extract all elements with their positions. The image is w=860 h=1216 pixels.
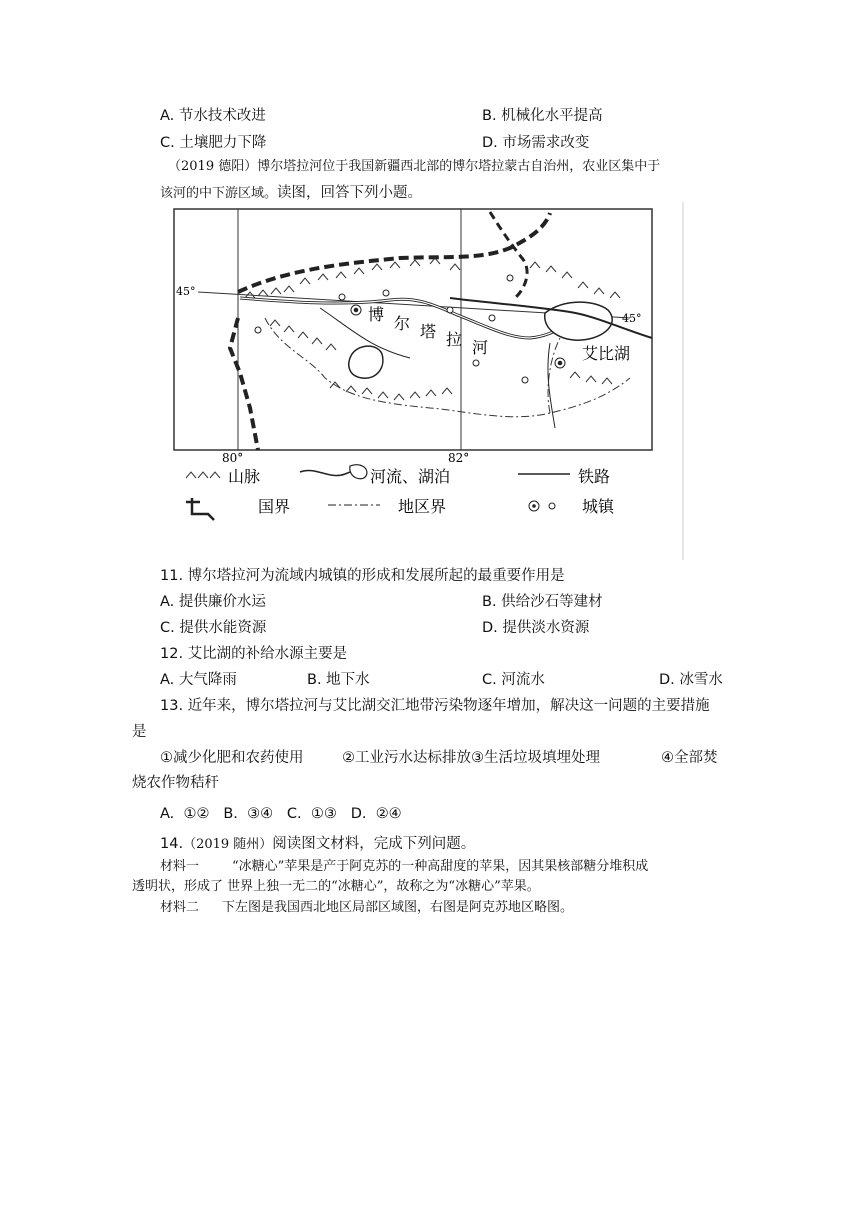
q13-option-4-cont: 烧农作物秸秆	[132, 775, 219, 791]
intro-line-2-a: 该河的中下游区域。	[160, 186, 278, 201]
q12-option-a: A. 大气降雨	[160, 672, 237, 688]
q11-stem: 11. 博尔塔拉河为流域内城镇的形成和发展所起的最重要作用是	[160, 568, 565, 584]
legend-mountain-symbol	[186, 472, 220, 478]
national-border-north	[238, 213, 550, 292]
lake-label: 艾比湖	[582, 344, 631, 363]
q12-option-c: C. 河流水	[482, 672, 545, 688]
legend-river-lake-label: 河流、湖泊	[370, 467, 451, 486]
legend-town-small	[549, 503, 555, 509]
q14-stem-src: （2019 随州）	[183, 837, 273, 852]
q13-option-1: ①减少化肥和农药使用	[160, 750, 304, 766]
river-char-1: 博	[368, 305, 385, 324]
legend-border-label: 国界	[258, 497, 291, 516]
q13-stem-line-1: 13. 近年来，博尔塔拉河与艾比湖交汇地带污染物逐年增加，解决这一问题的主要措施	[160, 698, 710, 714]
lon-label-82: 82°	[448, 451, 470, 465]
q14-material-2-label: 材料二	[160, 900, 200, 915]
q14-stem-text: 阅读图文材料，完成下列问题。	[272, 836, 476, 852]
q11-option-a: A. 提供廉价水运	[160, 594, 266, 610]
border-east-segment	[490, 212, 527, 298]
map-figure	[150, 198, 690, 564]
legend-district-label: 地区界	[398, 497, 447, 516]
river-char-3: 塔	[420, 322, 437, 341]
q11-option-d: D. 提供淡水资源	[482, 620, 590, 636]
river-char-4: 拉	[446, 330, 463, 349]
river-char-2: 尔	[394, 314, 411, 333]
lon-label-80: 80°	[222, 451, 244, 465]
q11-option-b: B. 供给沙石等建材	[482, 594, 603, 610]
q14-stem-num: 14.	[160, 836, 184, 852]
q12-option-b: B. 地下水	[307, 672, 370, 688]
national-border-west	[230, 318, 258, 450]
legend-mountain-label: 山脉	[228, 467, 261, 486]
legend-lake-symbol	[350, 465, 367, 479]
q13-option-2-3: ②工业污水达标排放③生活垃圾填埋处理	[342, 750, 600, 766]
q14-material-1-label: 材料一	[160, 859, 200, 874]
q12-stem: 12. 艾比湖的补给水源主要是	[160, 646, 348, 662]
q13-choices: A. ①② B. ③④ C. ①③ D. ②④	[160, 806, 402, 822]
q11-option-c: C. 提供水能资源	[160, 620, 267, 636]
q10-option-d: D. 市场需求改变	[482, 135, 590, 151]
legend-border-symbol	[186, 498, 214, 520]
q13-option-4: ④全部焚	[661, 750, 718, 766]
lat-label-left: 45°	[176, 285, 196, 298]
intro-line-1: （2019 德阳）博尔塔拉河位于我国新疆西北部的博尔塔拉蒙古自治州，农业区集中于	[168, 159, 661, 174]
q14-stem	[160, 832, 475, 853]
lat-label-right: 45°	[622, 312, 642, 325]
q14-material-2-text: 下左图是我国西北地区局部区域图，右图是阿克苏地区略图。	[222, 900, 574, 915]
legend-town-label: 城镇	[582, 497, 615, 516]
legend-railway-label: 铁路	[578, 467, 611, 486]
q14-material-1-line-1: “冰糖心”苹果是产于阿克苏的一种高甜度的苹果，因其果核部糖分堆积成	[232, 859, 649, 874]
q10-option-b: B. 机械化水平提高	[482, 108, 603, 124]
q12-option-d: D. 冰雪水	[659, 672, 723, 688]
river-tributary-2	[548, 343, 555, 428]
q10-option-a: A. 节水技术改进	[160, 108, 266, 124]
q10-option-c: C. 土壤肥力下降	[160, 135, 267, 151]
sayram-lake	[349, 346, 383, 378]
q13-stem-line-2: 是	[132, 724, 147, 740]
q14-material-1-line-2: 透明状，形成了 世界上独一无二的“冰糖心”，故称之为“冰糖心”苹果。	[132, 879, 540, 894]
district-border-east	[548, 338, 560, 413]
intro-line-2-b: 读图，回答下列小题。	[277, 185, 423, 201]
river-char-5: 河	[472, 338, 489, 357]
